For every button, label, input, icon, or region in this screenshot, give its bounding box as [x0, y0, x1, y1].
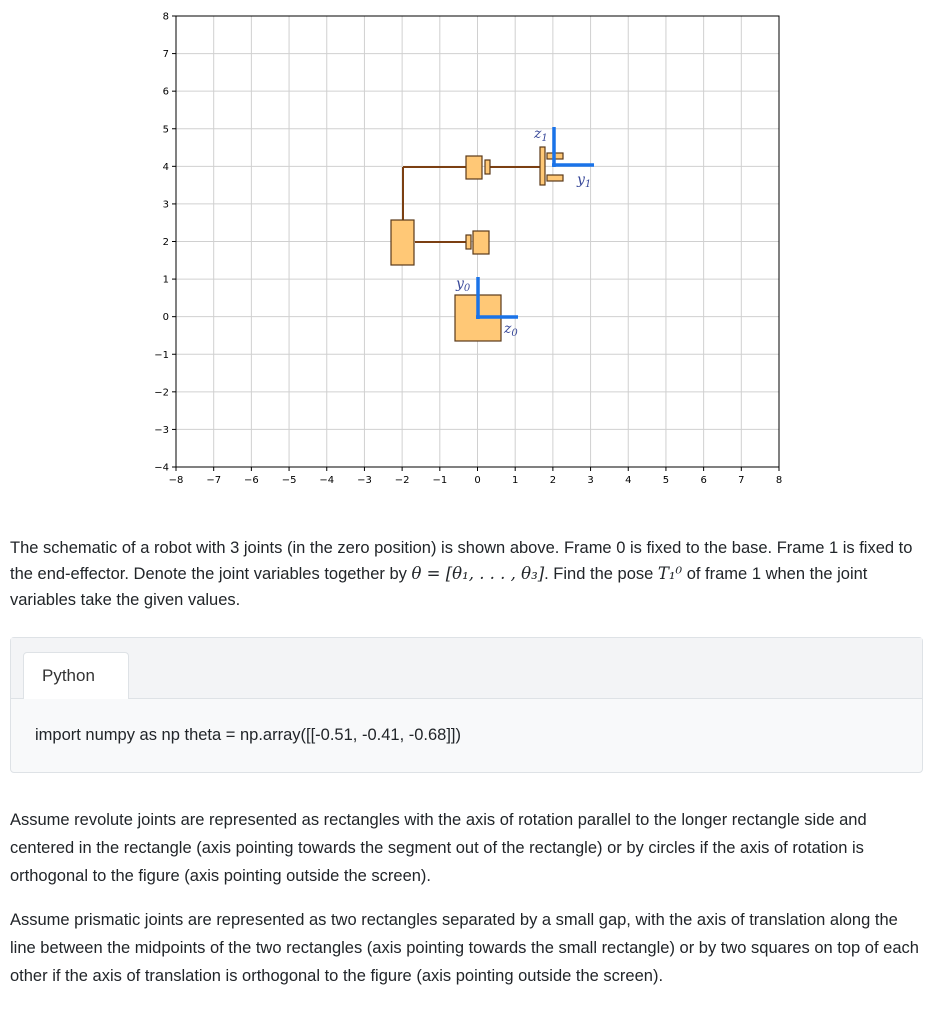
x-tick-label: 7 — [738, 475, 745, 486]
frame-1-z-label: $z_1$ — [534, 126, 548, 144]
y-tick-label: 2 — [162, 237, 169, 248]
robot-links — [403, 167, 540, 298]
x-tick-label: 5 — [662, 475, 670, 486]
y-tick-label: 6 — [162, 86, 169, 98]
y-tick-label: 7 — [162, 49, 169, 61]
y-tick-label: 5 — [162, 124, 169, 136]
y-tick-label: −4 — [154, 462, 169, 474]
robot-schematic-plot — [0, 0, 931, 500]
y-tick-label: 1 — [162, 274, 169, 286]
x-tick-label: −1 — [432, 475, 448, 486]
problem-text-a: The schematic of a robot with 3 joints (in the zero position) is shown above. Frame 0 is fixed to the base. Frame 1 is fixed to the end-effector. Denote the joint variables together by — [10, 539, 913, 583]
tab-python[interactable]: Python — [23, 652, 129, 699]
y-tick-label: 4 — [162, 161, 169, 173]
frame-0-z-label: $z_0$ — [504, 321, 518, 339]
joint-2-revolute — [391, 220, 414, 265]
x-tick-label: −2 — [394, 475, 410, 486]
problem-text-b: . Find the pose — [544, 565, 658, 583]
theta-vector-math: θ = [θ₁, . . . , θ₃] — [411, 564, 545, 583]
problem-text-c: of frame 1 when the joint variables take the given values. — [10, 565, 868, 609]
frame-0-y-label: $y_0$ — [456, 276, 471, 294]
code-tab-bar — [11, 638, 922, 699]
x-tick-label: 0 — [474, 475, 481, 486]
x-tick-label: −4 — [319, 475, 335, 486]
y-axis-ticks — [154, 12, 176, 474]
problem-statement — [10, 535, 925, 613]
revolute-joint-note: Assume revolute joints are represented as rectangles with the axis of rotation parallel to the longer rectangle side and centered in the rectangle (axis pointing towards the segment out of the rectangle) or by circles if the axis of rotation is orthogonal to the figure (axis pointing outside the screen). — [10, 811, 867, 885]
pose-math: T₁⁰ — [657, 564, 683, 583]
y-tick-label: 0 — [162, 312, 169, 324]
x-tick-label: −7 — [206, 475, 222, 486]
x-axis-ticks — [169, 467, 783, 486]
x-tick-label: 4 — [625, 475, 632, 486]
joint-3-revolute — [466, 156, 490, 179]
x-tick-label: −3 — [357, 475, 372, 486]
x-tick-label: −5 — [281, 475, 297, 486]
x-tick-label: −6 — [244, 475, 259, 486]
x-tick-label: 3 — [587, 475, 594, 486]
y-tick-label: −1 — [154, 349, 169, 361]
frame-1-y-label: $y_1$ — [577, 172, 592, 190]
joint-1-revolute — [466, 231, 489, 254]
y-tick-label: −2 — [154, 387, 169, 399]
prismatic-joint-note: Assume prismatic joints are represented as two rectangles separated by a small gap, with the axis of translation along the line between the midpoints of the two rectangles (axis pointing towards the small rectangle) or by two squares on top of each other if the axis of translation is orthogonal to the figure (axis pointing outside the screen). — [10, 911, 919, 985]
frame-1-axes — [552, 127, 594, 167]
x-tick-label: 1 — [512, 475, 519, 486]
x-tick-label: −8 — [168, 475, 184, 486]
y-tick-label: 3 — [162, 199, 169, 211]
x-tick-label: 6 — [700, 475, 707, 486]
y-tick-label: −3 — [154, 424, 169, 436]
code-content: import numpy as np theta = np.array([[-0.51, -0.41, -0.68]]) — [35, 726, 462, 744]
x-tick-label: 2 — [549, 475, 557, 486]
code-block — [10, 637, 923, 773]
y-tick-label: 8 — [162, 11, 169, 23]
x-tick-label: 8 — [775, 475, 783, 486]
